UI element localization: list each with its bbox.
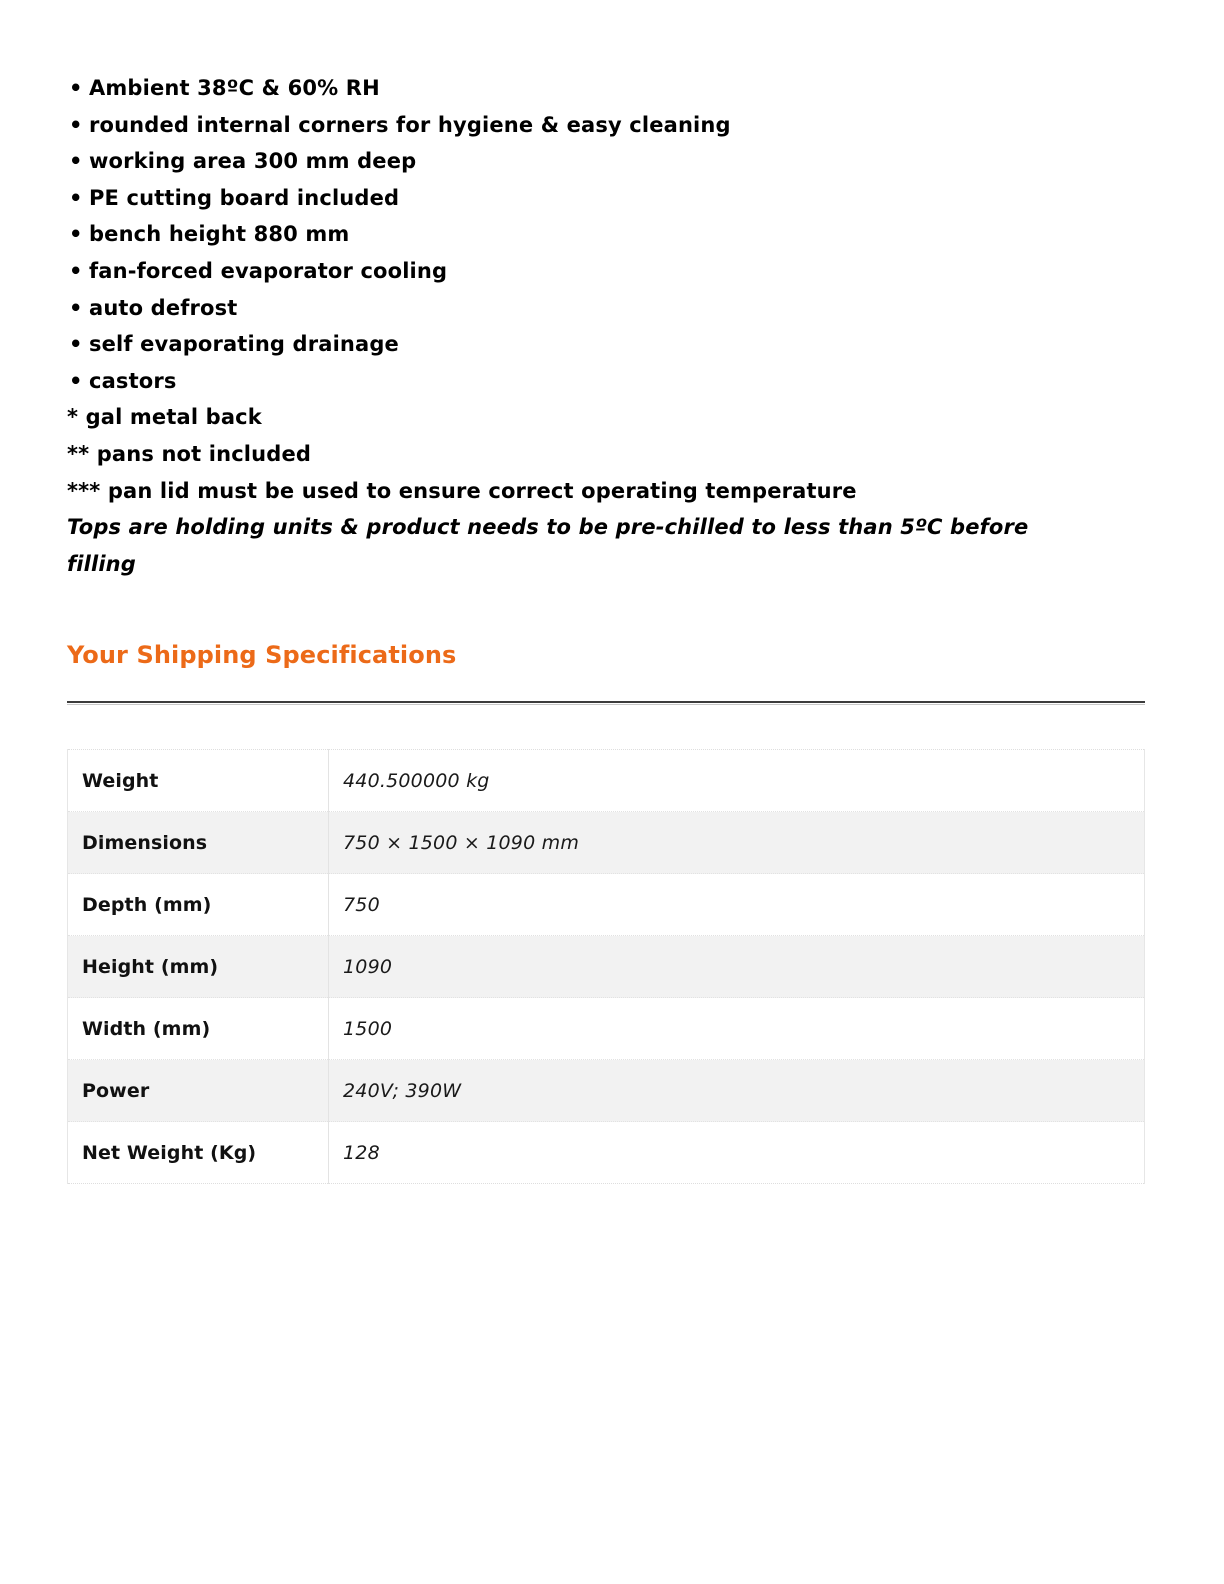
feature-bullet: • castors [67, 363, 1147, 400]
feature-bullet: • fan-forced evaporator cooling [67, 253, 1147, 290]
spec-value: 1500 [329, 998, 1145, 1060]
feature-bullet: • self evaporating drainage [67, 326, 1147, 363]
spec-value: 240V; 390W [329, 1060, 1145, 1122]
spec-label: Height (mm) [68, 936, 329, 998]
heading-divider [67, 701, 1145, 703]
feature-bullet: • auto defrost [67, 290, 1147, 327]
feature-bullet: • bench height 880 mm [67, 216, 1147, 253]
table-row [68, 936, 1145, 998]
spec-label: Weight [68, 750, 329, 812]
spec-value: 750 × 1500 × 1090 mm [329, 812, 1145, 874]
shipping-specifications-heading: Your Shipping Specifications [67, 641, 457, 669]
spec-label: Net Weight (Kg) [68, 1122, 329, 1184]
footnote-single-asterisk: * gal metal back [67, 405, 262, 430]
table-row [68, 1122, 1145, 1184]
shipping-specifications-table-wrapper [67, 749, 1145, 1184]
table-row [68, 812, 1145, 874]
table-row [68, 874, 1145, 936]
table-row [68, 1060, 1145, 1122]
feature-bullet: • working area 300 mm deep [67, 143, 1147, 180]
holding-units-disclaimer: Tops are holding units & product needs to be pre-chilled to less than 5ºC before filling [67, 515, 1029, 576]
footnote-double-asterisk: ** pans not included [67, 441, 312, 466]
spec-label: Dimensions [68, 812, 329, 874]
feature-bullet: • rounded internal corners for hygiene & easy cleaning [67, 107, 1147, 144]
spec-value: 440.500000 kg [329, 750, 1145, 812]
spec-value: 128 [343, 1141, 380, 1164]
spec-label: Power [68, 1060, 329, 1122]
product-notes-block [67, 70, 1147, 582]
spec-label: Depth (mm) [68, 874, 329, 936]
spec-label: Width (mm) [68, 998, 329, 1060]
feature-bullet: • Ambient 38ºC & 60% RH [67, 70, 1147, 107]
table-row [68, 998, 1145, 1060]
feature-bullet: • PE cutting board included [67, 180, 1147, 217]
footnote-triple-asterisk: *** pan lid must be used to ensure correct operating temperature [67, 478, 857, 503]
table-row [68, 750, 1145, 812]
shipping-specifications-table [67, 749, 1145, 1184]
spec-value: 750 [329, 874, 1145, 936]
spec-value: 1090 [329, 936, 1145, 998]
